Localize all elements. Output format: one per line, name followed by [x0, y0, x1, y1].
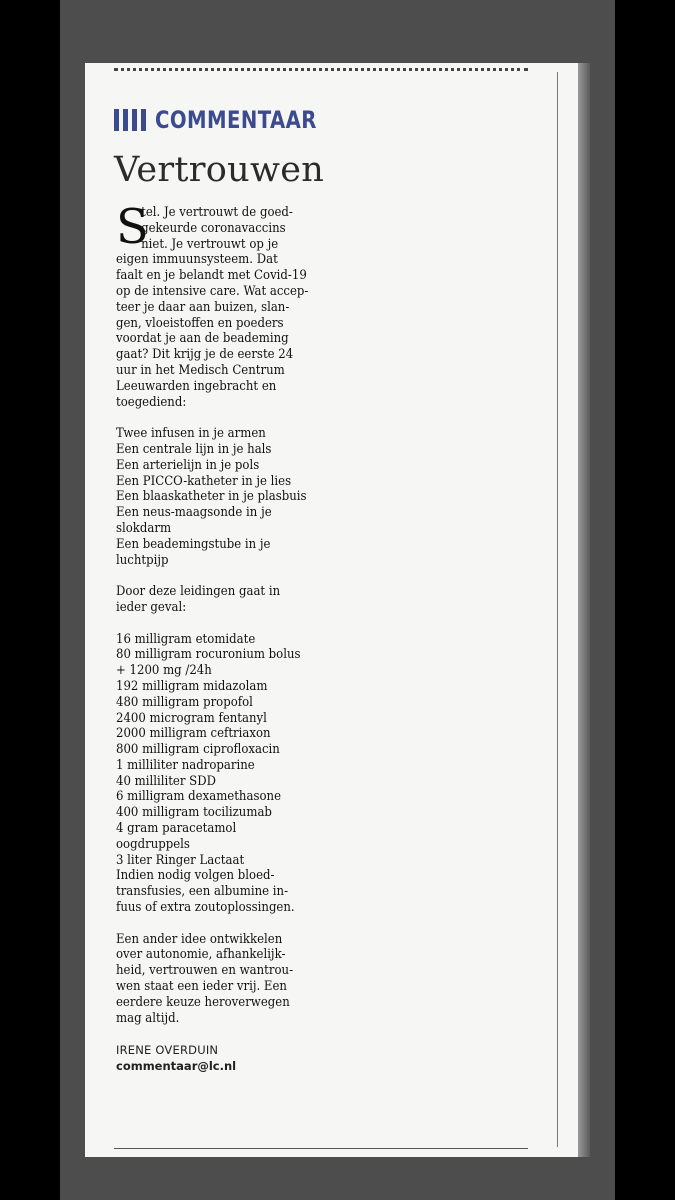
body-line: Leeuwarden ingebracht en: [116, 377, 277, 393]
paper-edge-shadow: [578, 63, 590, 1157]
list-item: + 1200 mg /24h: [116, 662, 212, 678]
transition-paragraph: [116, 583, 316, 615]
kicker-bars-icon: [114, 109, 146, 131]
drop-cap: S: [116, 199, 149, 255]
body-line: uur in het Medisch Centrum: [116, 361, 285, 377]
list-item: Een neus-maagsonde in je: [116, 504, 272, 520]
list-item: oogdruppels: [116, 835, 190, 851]
list-item: transfusies, een albumine in-: [116, 883, 289, 899]
body-line: Door deze leidingen gaat in: [116, 583, 281, 599]
list-item: luchtpijp: [116, 551, 169, 567]
list-item: 2400 microgram fentanyl: [116, 709, 267, 725]
article-body: [116, 199, 316, 1025]
body-line: wen staat een ieder vrij. Een: [116, 978, 287, 994]
list-item: 6 milligram dexamethasone: [116, 788, 282, 804]
kicker-label: COMMENTAAR: [155, 106, 317, 134]
intro-paragraph: [116, 199, 316, 409]
list-item: 16 milligram etomidate: [116, 630, 256, 646]
list-item: 1 milliliter nadroparine: [116, 756, 255, 772]
list-item: 800 milligram ciprofloxacin: [116, 741, 280, 757]
body-line: faalt en je belandt met Covid-19: [116, 267, 307, 283]
list-item: Een arterielijn in je pols: [116, 456, 260, 472]
article-title: Vertrouwen: [114, 150, 325, 190]
body-line: op de intensive care. Wat accep-: [116, 282, 309, 298]
list-item: 192 milligram midazolam: [116, 677, 268, 693]
list-item: Twee infusen in je armen: [116, 425, 266, 441]
body-line: gekeurde coronavaccins: [141, 219, 286, 235]
tubes-list: [116, 425, 316, 567]
body-line: gaat? Dit krijg je de eerste 24: [116, 346, 294, 362]
body-line: eigen immuunsysteem. Dat: [116, 251, 278, 267]
body-line: eerdere keuze heroverwegen: [116, 993, 290, 1009]
body-line: gen, vloeistoffen en poeders: [116, 314, 284, 330]
list-item: 2000 milligram ceftriaxon: [116, 725, 271, 741]
list-item: 80 milligram rocuronium bolus: [116, 646, 301, 662]
list-item: Een centrale lijn in je hals: [116, 440, 272, 456]
bottom-rule: [114, 1148, 528, 1149]
list-item: Een blaaskatheter in je plasbuis: [116, 488, 307, 504]
body-line: heid, vertrouwen en wantrou-: [116, 962, 294, 978]
list-item: fuus of extra zoutoplossingen.: [116, 899, 295, 915]
column-rule: [557, 72, 558, 1147]
body-line: tel. Je vertrouwt de goed-: [141, 204, 293, 219]
body-line: voordat je aan de beademing: [116, 330, 289, 346]
body-line: ieder geval:: [116, 598, 187, 614]
list-item: Een beademingstube in je: [116, 535, 271, 551]
body-line: niet. Je vertrouwt op je: [141, 235, 279, 251]
list-item: 480 milligram propofol: [116, 693, 253, 709]
body-line: toegediend:: [116, 393, 187, 409]
list-item: 400 milligram tocilizumab: [116, 804, 272, 820]
top-dotted-rule: [114, 68, 528, 71]
closing-paragraph: [116, 931, 316, 1026]
list-item: 3 liter Ringer Lactaat: [116, 851, 245, 867]
author-email: commentaar@lc.nl: [116, 1059, 237, 1073]
list-item: Een PICCO-katheter in je lies: [116, 472, 292, 488]
list-item: 40 milliliter SDD: [116, 772, 216, 788]
list-item: 4 gram paracetamol: [116, 820, 237, 836]
body-line: over autonomie, afhankelijk-: [116, 946, 286, 962]
byline: [116, 1042, 236, 1074]
section-kicker: [114, 106, 352, 134]
author-name: IRENE OVERDUIN: [116, 1043, 219, 1057]
medication-list: [116, 631, 316, 915]
body-line: mag altijd.: [116, 1009, 180, 1025]
body-line: Een ander idee ontwikkelen: [116, 930, 283, 946]
list-item: Indien nodig volgen bloed-: [116, 867, 275, 883]
list-item: slokdarm: [116, 519, 172, 535]
body-line: teer je daar aan buizen, slan-: [116, 298, 290, 314]
